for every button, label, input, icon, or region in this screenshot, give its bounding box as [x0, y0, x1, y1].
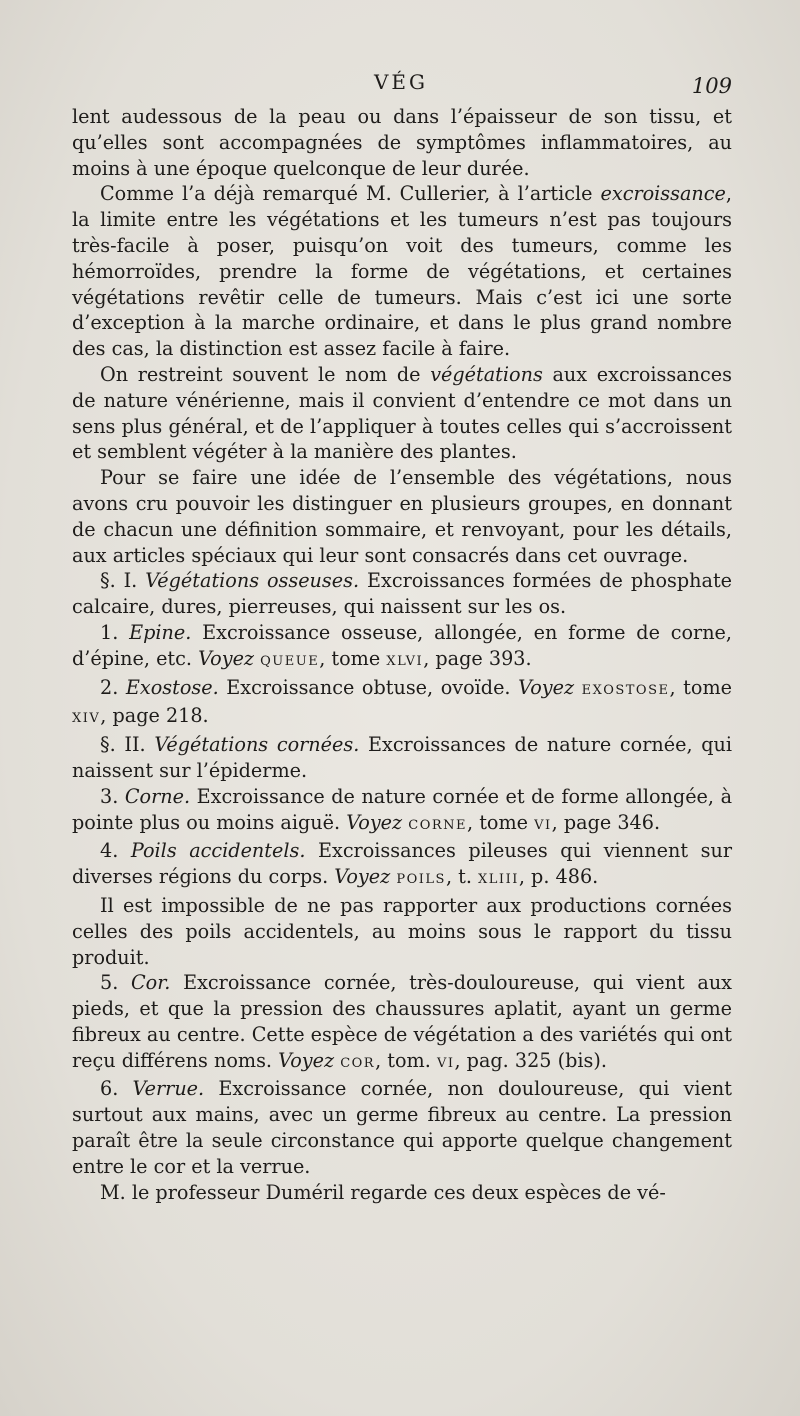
- italic-text: Voyez: [334, 865, 391, 889]
- text-run: 5.: [100, 971, 131, 995]
- text-run: , tome: [467, 810, 535, 834]
- paragraph: [72, 181, 732, 362]
- paragraph: [72, 104, 732, 181]
- text-run: aux excroissances de nature vénérienne, mais il convient d’entendre ce mot dans un sens plus général, et de l’appliquer à toutes celles qui s’accroissent et semblent végéter à la manière des plantes.: [72, 362, 732, 464]
- italic-text: Epine.: [129, 620, 192, 644]
- paragraph: [72, 675, 732, 733]
- text-run: Excroissances formées de phosphate calcaire, dures, pierreuses, qui naissent sur les os.: [72, 569, 733, 619]
- text-run: §. I.: [100, 569, 146, 593]
- page-header: [70, 70, 732, 104]
- text-run: , page 393.: [423, 646, 532, 670]
- text-run: , page 218.: [100, 704, 209, 728]
- italic-text: Voyez: [346, 810, 403, 834]
- italic-text: Voyez: [198, 646, 255, 670]
- text-run: [574, 676, 582, 699]
- text-run: , page 346.: [551, 810, 661, 834]
- paragraph: [72, 568, 732, 620]
- text-run: Comme l’a déjà remarqué M. Cullerier, à l’article: [100, 182, 601, 206]
- italic-text: Végétations cornées.: [154, 733, 360, 757]
- cross-reference: XIV: [72, 711, 101, 727]
- italic-text: Voyez: [278, 1048, 335, 1072]
- cross-reference: XLIII: [478, 872, 519, 888]
- text-run: Excroissance de nature cornée et de forme allongée, à pointe plus ou moins aiguë.: [72, 784, 733, 834]
- text-run: Excroissance cornée, très-douloureuse, qui vient aux pieds, et que la pression des chaussures aplatit, ayant un germe fibreux au centre. Cette espèce de végétation a des variétés qui ont reçu différens noms.: [72, 971, 732, 1072]
- italic-text: Voyez: [518, 675, 575, 699]
- text-run: Excroissances pileuses qui viennent sur diverses régions du corps.: [72, 839, 733, 889]
- paragraph: [72, 1180, 732, 1206]
- text-run: Pour se faire une idée de l’ensemble des végétations, nous avons cru pouvoir les distinguer en plusieurs groupes, en donnant de chacun une définition sommaire, et renvoyant, pour les détails, aux articles spéciaux qui leur sont consacrés dans cet ouvrage.: [72, 466, 732, 567]
- paragraph: [72, 362, 732, 465]
- body-text: [72, 104, 732, 1205]
- italic-text: Poils accidentels.: [130, 839, 306, 863]
- text-run: , pag. 325 (bis).: [454, 1048, 607, 1072]
- text-run: 4.: [100, 839, 131, 863]
- page-number: 109: [691, 74, 732, 98]
- text-run: , tom.: [375, 1048, 437, 1072]
- italic-text: Verrue.: [132, 1077, 205, 1101]
- paragraph: [72, 784, 732, 839]
- text-run: , tome: [669, 675, 732, 699]
- cross-reference: EXOSTOSE: [581, 682, 670, 698]
- text-run: M. le professeur Duméril regarde ces deux espèces de vé-: [100, 1180, 666, 1204]
- paragraph: [72, 1076, 732, 1179]
- italic-text: Exostose.: [125, 675, 219, 699]
- running-head: VÉG: [373, 70, 429, 94]
- text-run: , p. 486.: [518, 865, 599, 889]
- paragraph: [72, 893, 732, 970]
- cross-reference: XLVI: [386, 653, 424, 669]
- cross-reference: POILS: [396, 872, 446, 888]
- italic-text: Végétations osseuses.: [145, 569, 360, 593]
- cross-reference: COR: [340, 1055, 376, 1071]
- italic-text: excroissance: [600, 182, 726, 206]
- text-run: 2.: [100, 675, 126, 699]
- text-run: , tome: [319, 646, 387, 670]
- italic-text: Corne.: [124, 784, 191, 808]
- cross-reference: VI: [436, 1055, 455, 1071]
- text-run: Il est impossible de ne pas rapporter aux productions cornées celles des poils accidentels, au moins sous le rapport du tissu produit.: [72, 893, 732, 969]
- cross-reference: CORNE: [408, 817, 468, 833]
- italic-text: végétations: [430, 362, 543, 386]
- paragraph: [72, 620, 732, 675]
- text-run: Excroissances de nature cornée, qui naissent sur l’épiderme.: [72, 733, 732, 782]
- cross-reference: QUEUE: [260, 653, 320, 669]
- text-run: Excroissance obtuse, ovoïde.: [218, 675, 519, 699]
- text-run: lent audessous de la peau ou dans l’épaisseur de son tissu, et qu’elles sont accompagnées de symptômes inflammatoires, au moins à une époque quelconque de leur durée.: [72, 105, 732, 180]
- text-run: Excroissance osseuse, allongée, en forme de corne, d’épine, etc.: [72, 620, 733, 670]
- paragraph: [72, 838, 732, 893]
- paragraph: [72, 970, 732, 1076]
- cross-reference: VI: [534, 817, 552, 833]
- text-run: Excroissance cornée, non douloureuse, qui vient surtout aux mains, avec un germe fibreux au centre. La pression paraît être la seule circonstance qui apporte quelque changement entre le cor et la verrue.: [72, 1077, 732, 1178]
- text-run: On restreint souvent le nom de: [100, 362, 431, 386]
- paragraph: [72, 732, 732, 784]
- text-run: 6.: [100, 1077, 133, 1101]
- italic-text: Cor.: [131, 971, 171, 995]
- paragraph: [72, 465, 732, 568]
- text-run: 3.: [100, 784, 125, 808]
- text-run: , la limite entre les végétations et les tumeurs n’est pas toujours très-facile à poser, puisqu’on voit des tumeurs, comme les hémorroïdes, prendre la forme de végétations, et certaines végétations revêtir celle de tumeurs. Mais c’est ici une sorte d’exception à la marche ordinaire, et dans le plus grand nombre des cas, la distinction est assez facile à faire.: [72, 182, 732, 361]
- text-run: §. II.: [100, 733, 155, 757]
- text-run: , t.: [445, 865, 479, 889]
- text-run: 1.: [100, 620, 130, 644]
